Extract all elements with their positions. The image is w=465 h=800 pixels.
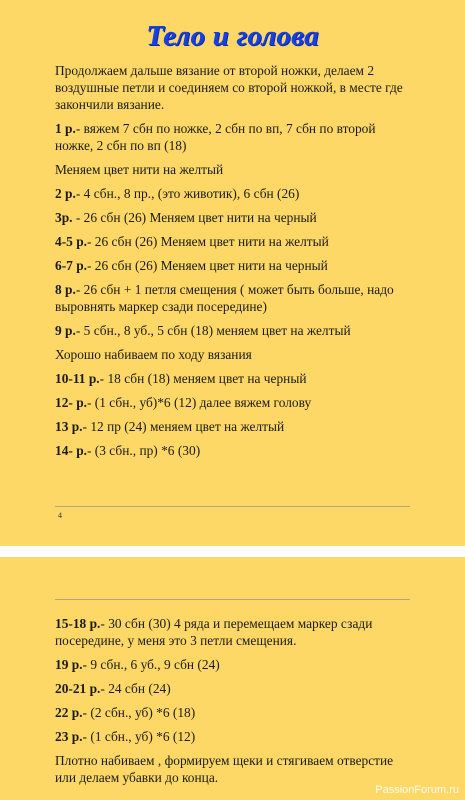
- paragraph-text: - 5 сбн., 8 уб., 5 сбн (18) меняем цвет на желтый: [75, 323, 351, 338]
- row-label: 14- р.: [55, 443, 87, 458]
- paragraph-text: - 30 сбн (30) 4 ряда и перемещаем маркер сзади посередине, у меня это 3 петли смещения.: [55, 616, 373, 648]
- row-label: 4-5 р.: [55, 234, 87, 249]
- paragraph: [55, 728, 415, 745]
- page-1-content: [55, 62, 415, 466]
- paragraph: [55, 62, 415, 113]
- row-label: 12- р.: [55, 395, 87, 410]
- paragraph-text: - 26 сбн (26) Меняем цвет нити на черный: [72, 210, 317, 225]
- paragraph-text: - (1 сбн., уб) *6 (12): [82, 729, 196, 744]
- paragraph-text: - (1 сбн., уб)*6 (12) далее вяжем голову: [87, 395, 312, 410]
- document-page-2: [0, 557, 465, 800]
- paragraph-text: - 12 пр (24) меняем цвет на желтый: [82, 419, 285, 434]
- row-label: 19 р.: [55, 657, 83, 672]
- page-title: Тело и голова: [146, 20, 319, 52]
- row-label: 8 р.: [55, 282, 76, 297]
- row-label: 10-11 р.: [55, 371, 100, 386]
- row-label: 20-21 р.: [55, 681, 101, 696]
- paragraph: [55, 442, 415, 459]
- row-label: 23 р.: [55, 729, 83, 744]
- paragraph: [55, 704, 415, 721]
- row-label: 9 р.: [55, 323, 76, 338]
- paragraph-text: - 24 сбн (24): [100, 681, 171, 696]
- paragraph-text: - (2 сбн., уб) *6 (18): [82, 705, 196, 720]
- paragraph: [55, 120, 415, 154]
- row-label: 13 р.: [55, 419, 83, 434]
- paragraph-text: - (3 сбн., пр) *6 (30): [87, 443, 201, 458]
- paragraph-text: Продолжаем дальше вязание от второй ножки, делаем 2 воздушные петли и соединяем со второй ножкой, в месте где закончили вязание.: [55, 63, 403, 112]
- row-label: 6-7 р.: [55, 258, 87, 273]
- page-number: 4: [58, 511, 62, 520]
- paragraph-text: - 26 сбн + 1 петля смещения ( может быть больше, надо выровнять маркер сзади посередине): [55, 282, 394, 314]
- paragraph-text: Хорошо набиваем по ходу вязания: [55, 347, 252, 362]
- paragraph: [55, 752, 415, 786]
- paragraph-text: - 26 сбн (26) Меняем цвет нити на черный: [87, 258, 328, 273]
- row-label: 2 р.: [55, 186, 76, 201]
- paragraph: [55, 394, 415, 411]
- paragraph: [55, 346, 415, 363]
- paragraph: [55, 656, 415, 673]
- paragraph: [55, 322, 415, 339]
- paragraph: [55, 185, 415, 202]
- paragraph-text: - 18 сбн (18) меняем цвет на черный: [99, 371, 307, 386]
- row-label: 22 р.: [55, 705, 83, 720]
- page-2-content: [55, 615, 415, 793]
- paragraph: [55, 418, 415, 435]
- paragraph-text: Меняем цвет нити на желтый: [55, 162, 224, 177]
- paragraph: [55, 161, 415, 178]
- paragraph: [55, 233, 415, 250]
- paragraph: [55, 281, 415, 315]
- footer-divider: [55, 506, 410, 507]
- paragraph: [55, 615, 415, 649]
- paragraph: [55, 370, 415, 387]
- paragraph: [55, 680, 415, 697]
- paragraph-text: Плотно набиваем , формируем щеки и стягиваем отверстие или делаем убавки до конца.: [55, 753, 394, 785]
- paragraph-text: - 4 сбн., 8 пр., (это животик), 6 сбн (26): [75, 186, 300, 201]
- row-label: 3р.: [55, 210, 73, 225]
- paragraph-text: - 26 сбн (26) Меняем цвет нити на желтый: [87, 234, 329, 249]
- paragraph-text: - вяжем 7 сбн по ножке, 2 сбн по вп, 7 сбн по второй ножке, 2 сбн по вп (18): [55, 121, 376, 153]
- paragraph: [55, 209, 415, 226]
- row-label: 15-18 р.: [55, 616, 101, 631]
- paragraph: [55, 257, 415, 274]
- watermark-text: PassionForum.ru: [375, 784, 459, 796]
- row-label: 1 р.: [55, 121, 76, 136]
- paragraph-text: - 9 сбн., 6 уб., 9 сбн (24): [82, 657, 220, 672]
- header-divider: [55, 599, 410, 600]
